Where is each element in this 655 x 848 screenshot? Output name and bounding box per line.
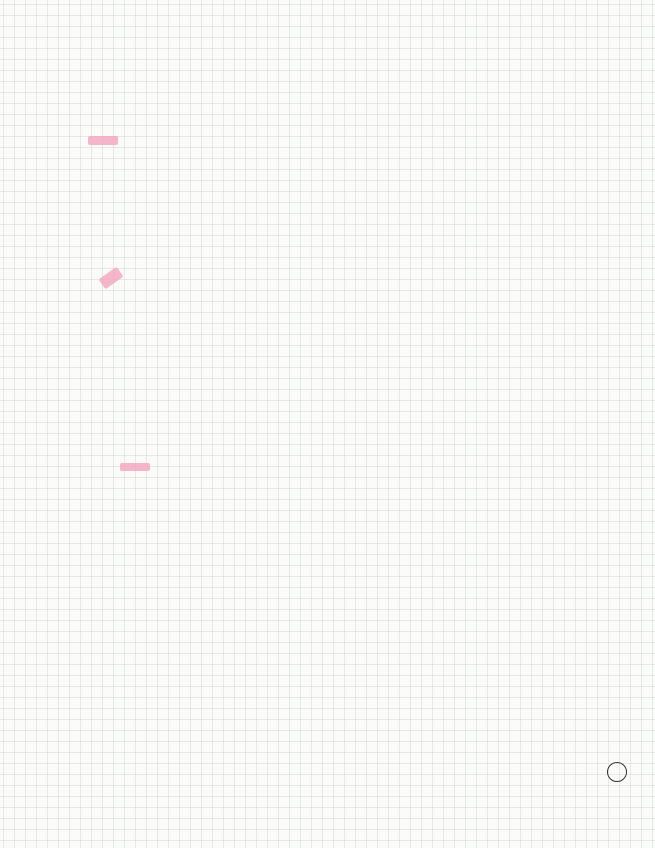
highlight-mark-example <box>120 463 150 471</box>
highlight-mark-topic <box>88 136 118 145</box>
page-number <box>607 762 627 782</box>
highlight-mark-section <box>99 267 124 289</box>
